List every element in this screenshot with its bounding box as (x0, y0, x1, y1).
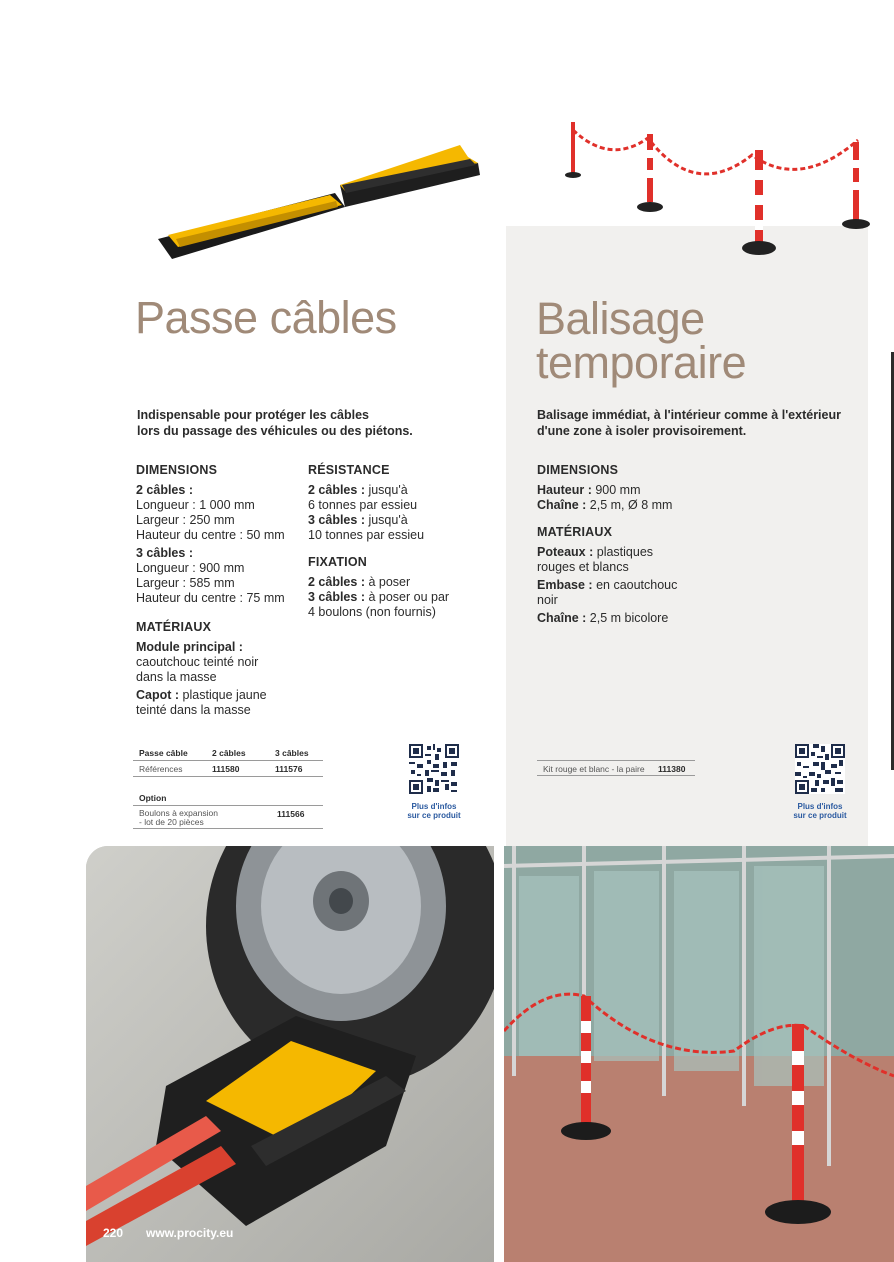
balisage-reference-table (537, 760, 695, 776)
table-cell: 111580 (212, 764, 240, 774)
title-line: Balisage (536, 293, 705, 344)
cable-protector-photo (86, 846, 494, 1262)
intro-line: lors du passage des véhicules ou des piétons. (137, 423, 413, 438)
qr-caption-line: sur ce produit (793, 811, 847, 820)
spec-label: 2 câbles : (308, 575, 365, 589)
qr-caption (786, 802, 854, 820)
spec-value: à poser ou par (364, 590, 450, 604)
intro-line: d'une zone à isoler provisoirement. (537, 423, 747, 438)
balisage-title (536, 293, 747, 388)
spec-value: Largeur : 585 mm (136, 576, 235, 590)
spec-value: 2,5 m, Ø 8 mm (586, 498, 673, 512)
section-heading: MATÉRIAUX (537, 525, 613, 539)
spec-value: 900 mm (591, 483, 641, 497)
qr-code-icon[interactable] (409, 744, 459, 794)
materials-section (136, 620, 306, 718)
spec-value: jusqu'à (364, 513, 408, 527)
spec-value: en caoutchouc (592, 578, 678, 592)
table-divider (133, 828, 323, 829)
table-row (133, 806, 323, 828)
table-cell: Références (139, 764, 183, 774)
spec-label: 2 câbles : (136, 483, 193, 497)
intro-line: Balisage immédiat, à l'intérieur comme à l'extérieur (537, 408, 841, 422)
section-heading: RÉSISTANCE (308, 463, 390, 477)
section-heading: MATÉRIAUX (136, 620, 212, 634)
spec-value: 10 tonnes par essieu (308, 528, 425, 542)
title-line: temporaire (536, 337, 747, 388)
spec-label: 3 câbles : (136, 546, 193, 560)
table-row (537, 761, 695, 775)
spec-label: Chaîne : (537, 611, 587, 625)
spec-label: 2 câbles : (308, 483, 365, 497)
table-cell: - lot de 20 pièces (139, 817, 204, 827)
table-option-heading: Option (139, 793, 167, 803)
barrier-posts-photo (504, 846, 894, 1262)
passe-cables-intro (137, 408, 413, 439)
reference-table (133, 746, 323, 829)
table-cell: 111380 (658, 764, 686, 774)
spec-value: Hauteur du centre : 75 mm (136, 591, 285, 605)
intro-line: Indispensable pour protéger les câbles (137, 408, 370, 422)
spec-value: plastique jaune (179, 688, 267, 702)
section-heading: FIXATION (308, 555, 368, 569)
page-number: 220 (103, 1226, 124, 1240)
barrier-posts-product-image (560, 110, 870, 260)
section-heading: DIMENSIONS (537, 463, 619, 477)
passe-cables-title: Passe câbles (135, 292, 397, 343)
table-divider (537, 775, 695, 776)
spec-label: Chaîne : (537, 498, 587, 512)
table-header: Passe câble (139, 748, 188, 758)
spec-value: jusqu'à (364, 483, 408, 497)
spec-value: noir (537, 593, 558, 607)
table-cell: 111566 (277, 809, 305, 819)
qr-caption-line: Plus d'infos (411, 802, 457, 811)
spec-value: Longueur : 1 000 mm (136, 498, 255, 512)
spec-label: Poteaux : (537, 545, 594, 559)
table-cell: Boulons à expansion (139, 808, 218, 818)
section-heading: DIMENSIONS (136, 463, 218, 477)
website-link[interactable]: www.procity.eu (146, 1226, 234, 1240)
balisage-materials-section (537, 525, 737, 626)
spec-value: à poser (364, 575, 411, 589)
spec-value: 6 tonnes par essieu (308, 498, 418, 512)
spec-label: Module principal : (136, 640, 243, 654)
spec-value: dans la masse (136, 670, 217, 684)
table-header: 3 câbles (275, 748, 309, 758)
spec-value: Largeur : 250 mm (136, 513, 235, 527)
fixation-section (308, 555, 488, 620)
table-cell: 111576 (275, 764, 303, 774)
spec-value: Hauteur du centre : 50 mm (136, 528, 285, 542)
spec-value: 2,5 m bicolore (586, 611, 669, 625)
spec-label: 3 câbles : (308, 513, 365, 527)
spec-value: rouges et blancs (537, 560, 629, 574)
qr-caption-line: sur ce produit (407, 811, 461, 820)
spec-value: Longueur : 900 mm (136, 561, 245, 575)
spec-value: plastiques (593, 545, 654, 559)
dimensions-section (136, 463, 306, 606)
table-row (133, 761, 323, 776)
cable-protector-product-image (150, 135, 480, 265)
spec-label: Embase : (537, 578, 593, 592)
balisage-intro (537, 408, 841, 439)
qr-caption (400, 802, 468, 820)
table-header: 2 câbles (212, 748, 246, 758)
balisage-dimensions-section (537, 463, 737, 513)
table-cell: Kit rouge et blanc - la paire (543, 764, 645, 774)
qr-caption-line: Plus d'infos (797, 802, 843, 811)
resistance-section (308, 463, 488, 543)
spec-label: Hauteur : (537, 483, 592, 497)
spec-value: caoutchouc teinté noir (136, 655, 259, 669)
spec-label: Capot : (136, 688, 180, 702)
spec-value: teinté dans la masse (136, 703, 251, 717)
spec-value: 4 boulons (non fournis) (308, 605, 436, 619)
qr-code-icon[interactable] (795, 744, 845, 794)
spec-label: 3 câbles : (308, 590, 365, 604)
